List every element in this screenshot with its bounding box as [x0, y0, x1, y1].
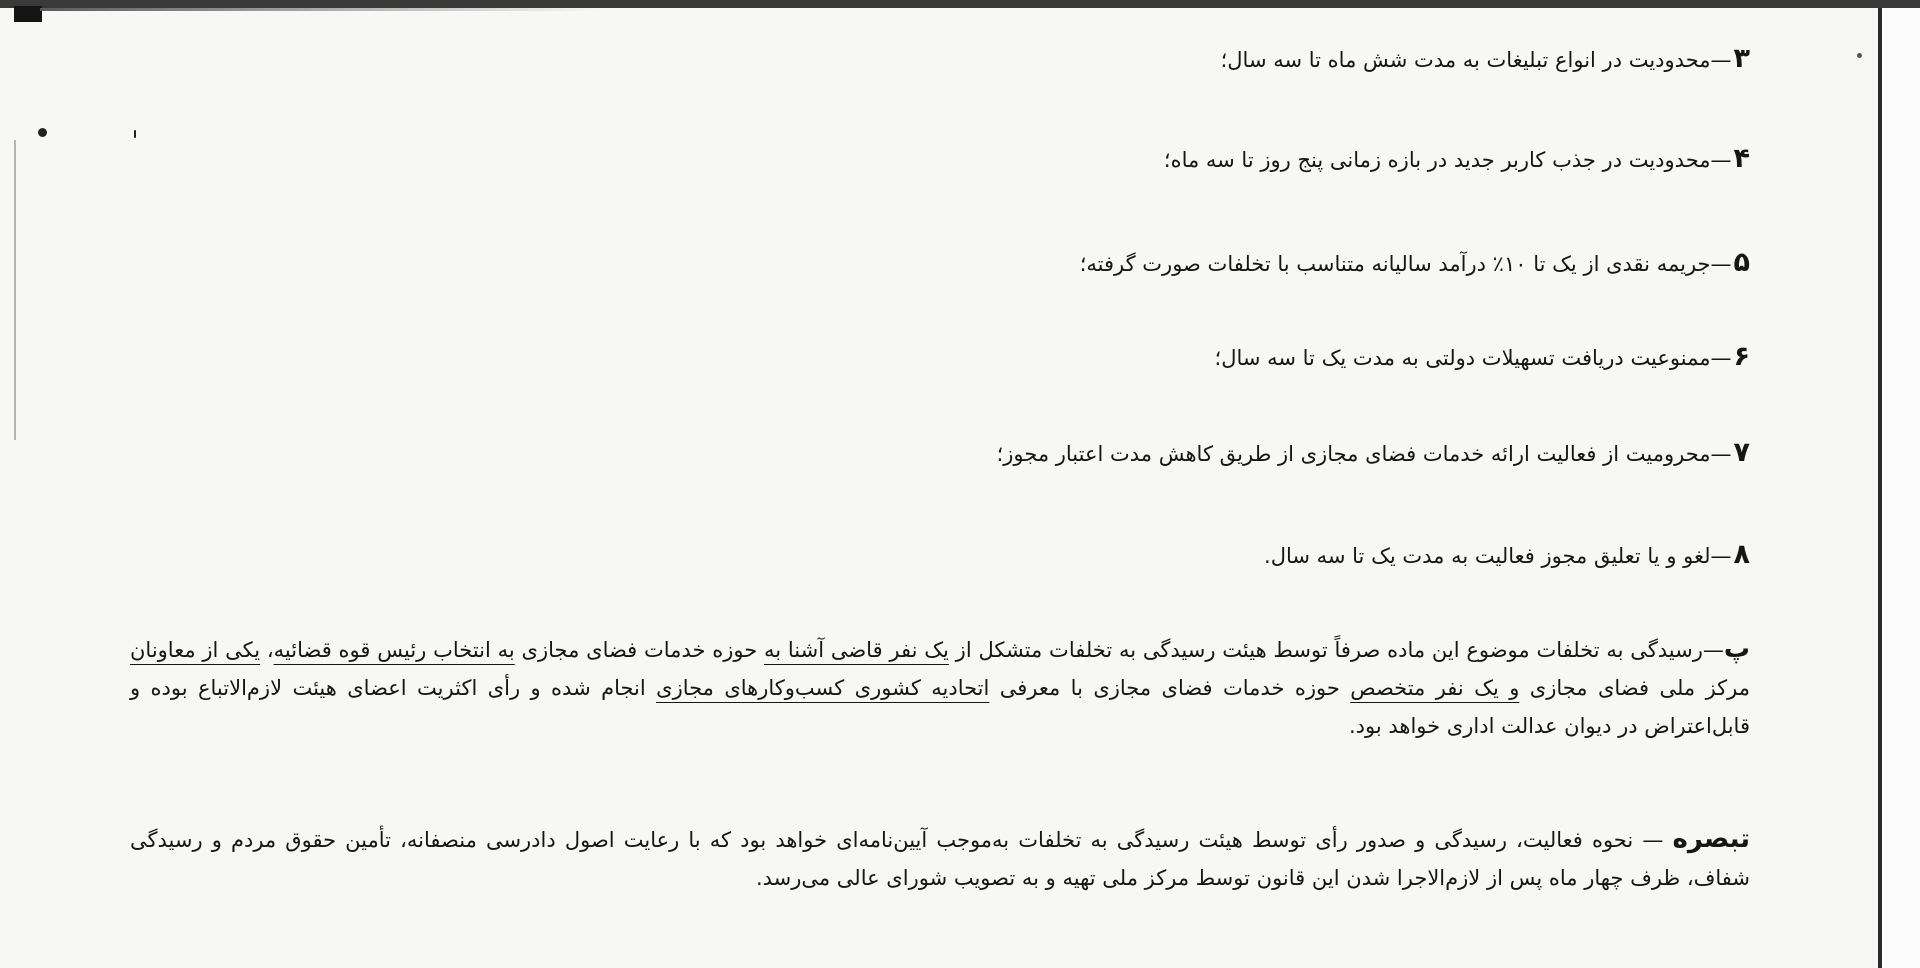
note-text: نحوه فعالیت، رسیدگی و صدور رأی توسط هیئت رسیدگی به تخلفات به‌موجب آیین‌نامه‌ای خواهد بود که با رعایت اصول دادرسی منصفانه، تأمین حقوق مردم و رسیدگی شفاف، ظرف چهار ماه پس از لازم‌الاجرا شدن این قانون توسط مرکز ملی تهیه و به تصویب شورای عالی می‌رسد. [130, 828, 1750, 890]
underlined-phrase: اتحادیه کشوری کسب‌وکارهای مجازی [656, 676, 990, 700]
underlined-phrase: به انتخاب رئیس قوه قضائیه [273, 638, 515, 662]
item-text: محدودیت در جذب کاربر جدید در بازه زمانی پنج روز تا سه ماه؛ [1163, 148, 1711, 172]
item-number: ۵ [1733, 247, 1750, 278]
item-number: ۸ [1733, 539, 1750, 570]
clause-text: انجام شده و رأی اکثریت اعضای هیئت لازم‌الاتباع بوده و قابل‌اعتراض در دیوان عدالت اداری خواهد بود. [130, 676, 1750, 738]
clause-text: حوزه خدمات فضای مجازی [514, 638, 764, 662]
clause-text: رسیدگی به تخلفات موضوع این ماده صرفاً توسط هیئت رسیدگی به تخلفات متشکل از [948, 638, 1703, 662]
clause-letter: پ [1723, 634, 1751, 664]
clause-text: ، [260, 638, 274, 662]
list-item: ۳—محدودیت در انواع تبلیغات به مدت شش ماه تا سه سال؛ [1220, 43, 1750, 74]
item-text: محدودیت در انواع تبلیغات به مدت شش ماه تا سه سال؛ [1220, 48, 1711, 72]
page-right-margin [1882, 8, 1920, 968]
item-number: ۶ [1733, 341, 1750, 372]
item-text: جریمه نقدی از یک تا ۱۰٪ درآمد سالیانه متناسب با تخلفات صورت گرفته؛ [1079, 252, 1711, 276]
item-text: محرومیت از فعالیت ارائه خدمات فضای مجازی از طریق کاهش مدت اعتبار مجوز؛ [996, 442, 1711, 466]
list-item: ۵—جریمه نقدی از یک تا ۱۰٪ درآمد سالیانه متناسب با تخلفات صورت گرفته؛ [1079, 247, 1750, 278]
item-text: لغو و یا تعلیق مجوز فعالیت به مدت یک تا سه سال. [1264, 544, 1711, 568]
scan-left-border [14, 140, 16, 440]
scan-right-border [1878, 8, 1882, 968]
scan-top-shadow [40, 8, 600, 11]
item-number: ۴ [1733, 143, 1750, 174]
list-item: ۷—محرومیت از فعالیت ارائه خدمات فضای مجازی از طریق کاهش مدت اعتبار مجوز؛ [996, 437, 1750, 468]
list-item: ۸—لغو و یا تعلیق مجوز فعالیت به مدت یک تا سه سال. [1264, 539, 1750, 570]
note-label: تبصره [1672, 824, 1750, 854]
underlined-phrase: یکی از معاونان [130, 638, 261, 662]
item-text: ممنوعیت دریافت تسهیلات دولتی به مدت یک تا سه سال؛ [1214, 346, 1711, 370]
item-number: ۳ [1733, 43, 1750, 74]
note-paragraph: تبصره — نحوه فعالیت، رسیدگی و صدور رأی توسط هیئت رسیدگی به تخلفات به‌موجب آیین‌نامه‌ای خواهد بود که با رعایت اصول دادرسی منصفانه، تأمین حقوق مردم و رسیدگی شفاف، ظرف چهار ماه پس از لازم‌الاجرا شدن این قانون توسط مرکز ملی تهیه و به تصویب شورای عالی می‌رسد. [130, 824, 1750, 890]
clause-text: حوزه خدمات فضای مجازی با معرفی [989, 676, 1351, 700]
clause-text: مرکز ملی فضای مجازی [1519, 676, 1750, 700]
underlined-phrase: یک نفر قاضی آشنا به [763, 638, 949, 662]
scan-top-border [0, 0, 1920, 8]
underlined-phrase: و یک نفر متخصص [1350, 676, 1520, 700]
scan-corner-mark [14, 6, 42, 22]
scan-speck [134, 130, 136, 138]
scan-speck [38, 128, 47, 137]
clause-p: پ—رسیدگی به تخلفات موضوع این ماده صرفاً توسط هیئت رسیدگی به تخلفات متشکل از یک نفر قاضی آشنا به حوزه خدمات فضای مجازی به انتخاب رئیس قوه قضائیه، یکی از معاونان مرکز ملی فضای مجازی و یک نفر متخصص حوزه خدمات فضای مجازی با معرفی اتحادیه کشوری کسب‌وکارهای مجازی انجام شده و رأی اکثریت اعضای هیئت لازم‌الاتباع بوده و قابل‌اعتراض در دیوان عدالت اداری خواهد بود. [130, 634, 1751, 738]
scan-speck [1857, 53, 1862, 58]
list-item: ۴—محدودیت در جذب کاربر جدید در بازه زمانی پنج روز تا سه ماه؛ [1163, 143, 1750, 174]
item-number: ۷ [1733, 437, 1750, 468]
list-item: ۶—ممنوعیت دریافت تسهیلات دولتی به مدت یک تا سه سال؛ [1214, 341, 1750, 372]
